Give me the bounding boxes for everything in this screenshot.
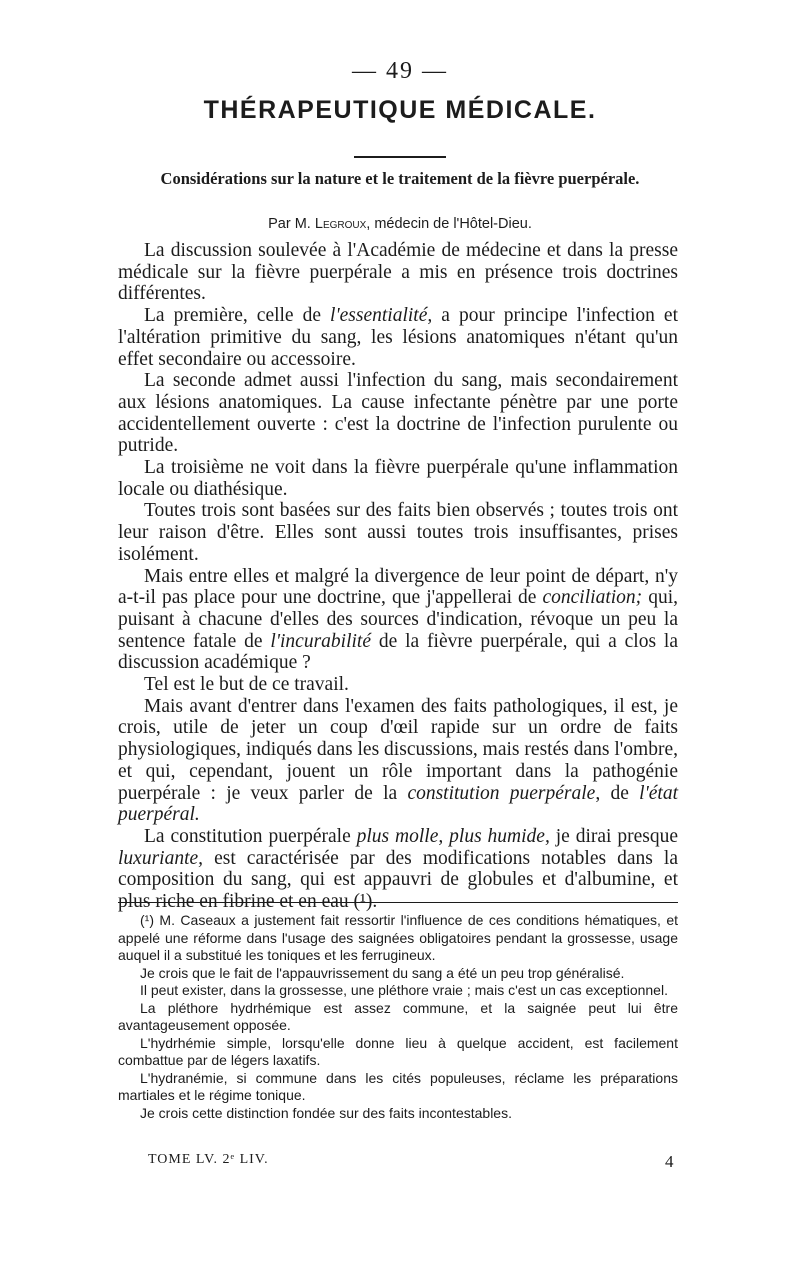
signature-number: 4 xyxy=(665,1152,674,1171)
footnote-paragraph: L'hydranémie, si commune dans les cités populeuses, réclame les préparations martiales et le régime tonique. xyxy=(118,1069,678,1103)
italic-term: constitution puerpérale xyxy=(407,782,596,804)
page-number: — 49 — xyxy=(352,58,448,84)
footnote-rule xyxy=(118,902,678,903)
text-run: de la fièvre puerpérale, qui a clos la discussion académique ? xyxy=(118,630,678,674)
text-run: je dirai presque xyxy=(549,825,678,847)
italic-term: conciliation; xyxy=(542,587,643,609)
italic-term: l'état puerpéral. xyxy=(118,782,678,826)
text-run: Mais avant d'entrer dans l'examen des faits pathologiques, il est, je crois, utile de jeter un coup d'œil rapide sur un ordre de faits physiologiques, indiqués dans les discussions, mais restés dans l'ombre, et qui, cependant, jouent un rôle important dans la pathogénie puerpérale : je veux parler de la xyxy=(118,695,678,804)
paragraph: Toutes trois sont basées sur des faits bien observés ; toutes trois ont leur raison d'être. Elles sont aussi toutes trois insuffisantes, prises isolément. xyxy=(118,500,678,565)
text-run: Mais entre elles et malgré la divergence de leur point de départ, n'y a-t-il pas place pour une doctrine, que j'appellerai de xyxy=(118,565,678,609)
paragraph: La discussion soulevée à l'Académie de médecine et dans la presse médicale sur la fièvre puerpérale a mis en présence trois doctrines différentes. xyxy=(118,240,678,305)
paragraph xyxy=(118,696,678,826)
byline-prefix: Par M. xyxy=(268,216,311,232)
article-title: Considérations sur la nature et le traitement de la fièvre puerpérale. xyxy=(160,169,640,188)
byline-affiliation: , médecin de l'Hôtel-Dieu. xyxy=(366,216,532,232)
byline xyxy=(0,216,800,232)
italic-term: luxuriante, xyxy=(118,847,204,869)
italic-term: l'incurabilité xyxy=(270,630,371,652)
paragraph xyxy=(118,305,678,370)
footnote-paragraph: Je crois que le fait de l'appauvrissement du sang a été un peu trop généralisé. xyxy=(140,964,625,981)
footnote-paragraph: (¹) M. Caseaux a justement fait ressortir l'influence de ces conditions hématiques, et appelé une réforme dans l'usage des saignées obligatoires pendant la grossesse, usage auquel il a substitué les toniques et les ferrugineux. xyxy=(118,912,678,963)
paragraph xyxy=(118,826,678,913)
footnotes xyxy=(118,912,678,1122)
italic-term: plus molle, plus humide, xyxy=(356,825,550,847)
text-run: a pour principe l'infection et l'altération primitive du sang, les lésions anatomiques n'étant qu'un effet secondaire ou accessoire. xyxy=(118,305,678,370)
author-name: Legroux xyxy=(314,216,367,232)
footnote-paragraph: La pléthore hydrhémique est assez commune, et la saignée peut lui être avantageusement opposée. xyxy=(118,999,678,1033)
body-text xyxy=(118,240,678,913)
italic-term: l'essentialité, xyxy=(330,305,433,327)
footnote-paragraph: L'hydrhémie simple, lorsqu'elle donne lieu à quelque accident, est facilement combattue par de légers laxatifs. xyxy=(118,1034,678,1068)
paragraph xyxy=(118,566,678,675)
text-run: La première, celle de xyxy=(144,305,331,327)
paragraph: La troisième ne voit dans la fièvre puerpérale qu'une inflammation locale ou diathésique. xyxy=(118,457,678,500)
footnote-paragraph: Je crois cette distinction fondée sur des faits incontestables. xyxy=(140,1104,512,1121)
footnote-paragraph: Il peut exister, dans la grossesse, une pléthore vraie ; mais c'est un cas exceptionnel. xyxy=(140,982,668,998)
text-run: est caractérisée par des modifications notables dans la composition du sang, qui est appauvri de globules et d'albumine, et plus riche en fibrine et en eau (¹). xyxy=(118,847,678,913)
printer-signature: TOME LV. 2ᵉ LIV. xyxy=(148,1152,269,1167)
text-run: La constitution puerpérale xyxy=(144,825,357,847)
title-rule xyxy=(354,156,446,158)
section-title: THÉRAPEUTIQUE MÉDICALE. xyxy=(203,96,597,124)
text-run: qui, puisant à chacune d'elles des sources d'indication, révoque un peu la sentence fatale de xyxy=(118,587,678,652)
paragraph: La seconde admet aussi l'infection du sang, mais secondairement aux lésions anatomiques. La cause infectante pénètre par une porte accidentellement ouverte : c'est la doctrine de l'infection purulente ou putride. xyxy=(118,370,678,457)
text-run: , de xyxy=(595,782,640,804)
paragraph: Tel est le but de ce travail. xyxy=(144,674,349,696)
